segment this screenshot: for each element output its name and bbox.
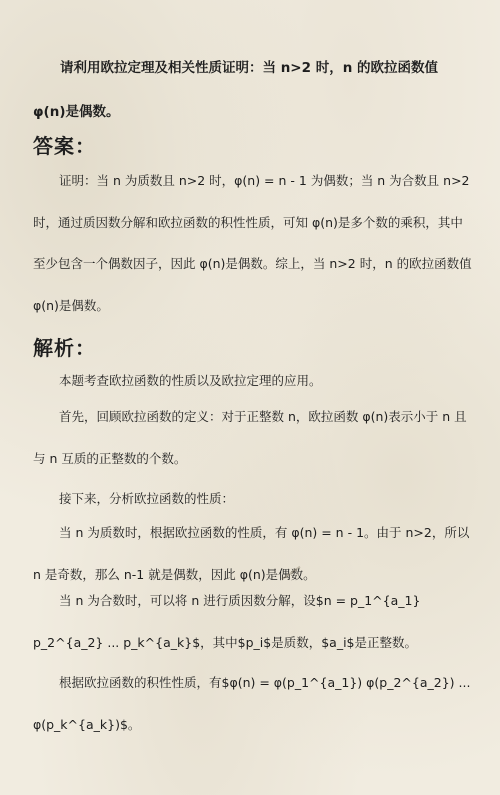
question-text: 请利用欧拉定理及相关性质证明：当 n>2 时，n 的欧拉函数值 φ(n)是偶数。 (33, 60, 439, 120)
analysis-heading: 解析： (33, 336, 96, 360)
analysis-paragraph: 当 n 为合数时，可以将 n 进行质因数分解，设$n = p_1^{a_1} p_2^{a_2} ... p_k^{a_k}$，其中$p_i$是质数，$a_i$是正整数。 (33, 593, 421, 650)
analysis-paragraph: 首先，回顾欧拉函数的定义：对于正整数 n，欧拉函数 φ(n)表示小于 n 且与 n 互质的正整数的个数。 (33, 409, 467, 466)
analysis-paragraph: 当 n 为质数时，根据欧拉函数的性质，有 φ(n) = n - 1。由于 n>2，所以 n 是奇数，那么 n-1 就是偶数，因此 φ(n)是偶数。 (33, 525, 470, 582)
analysis-paragraph: 根据欧拉函数的积性性质，有$φ(n) = φ(p_1^{a_1}) φ(p_2^{a_2}) ... φ(p_k^{a_k})$。 (33, 675, 471, 732)
analysis-paragraph: 本题考查欧拉函数的性质以及欧拉定理的应用。 (59, 373, 322, 388)
analysis-paragraph: 接下来，分析欧拉函数的性质： (59, 491, 235, 506)
answer-heading: 答案： (33, 134, 96, 158)
answer-text: 证明：当 n 为质数且 n>2 时，φ(n) = n - 1 为偶数；当 n 为合数且 n>2 时，通过质因数分解和欧拉函数的积性性质，可知 φ(n)是多个数的乘积，其中至少包含一个偶数因子，因此 φ(n)是偶数。综上，当 n>2 时，n 的欧拉函数值 φ(n)是偶数。 (33, 173, 472, 313)
